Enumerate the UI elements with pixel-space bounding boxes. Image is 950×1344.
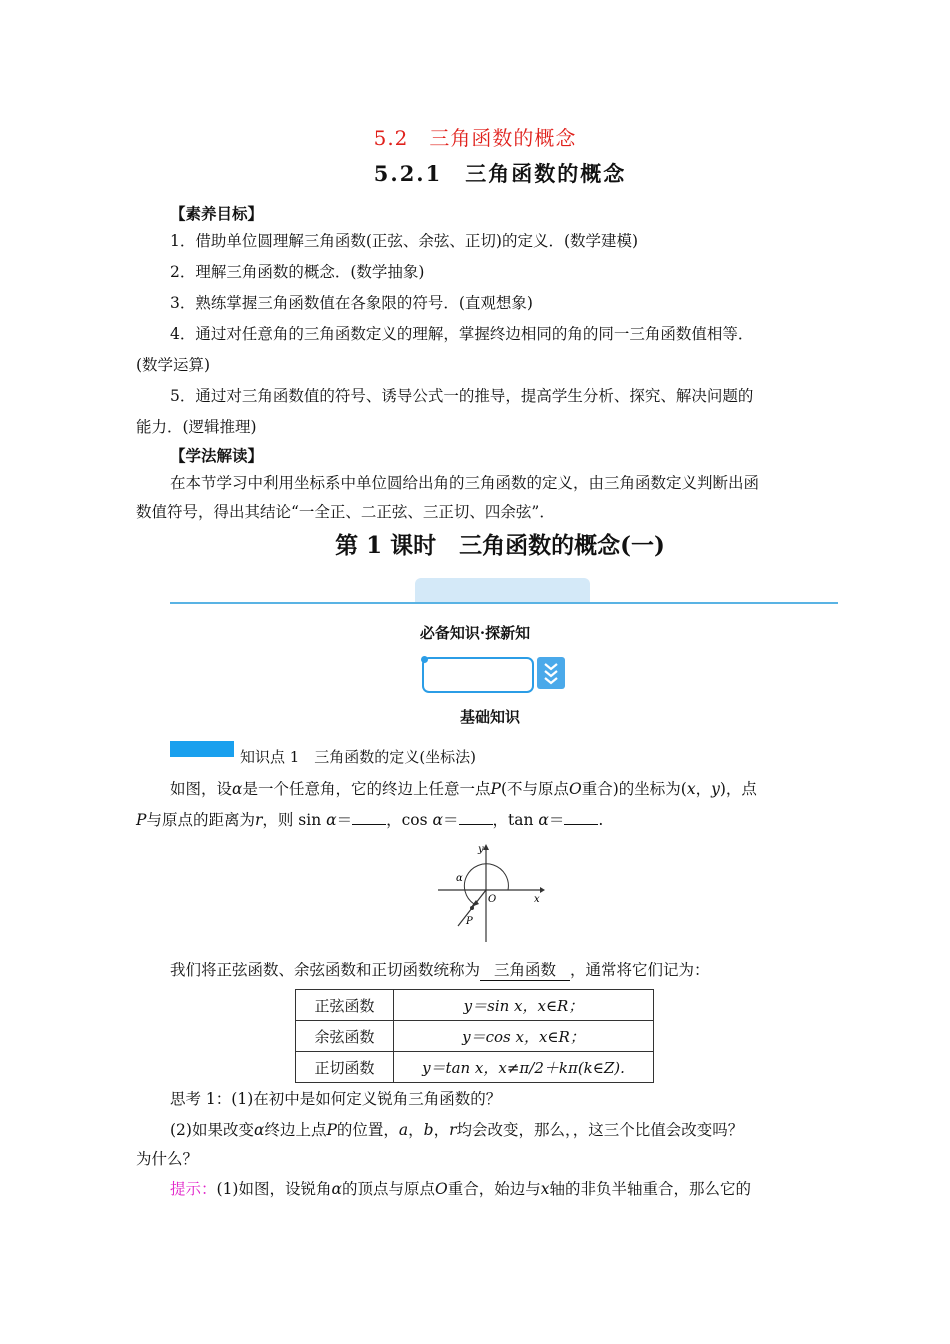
table-row — [296, 990, 654, 1021]
goal-item-4b: (数学运算) — [136, 356, 211, 374]
unify-line: 我们将正弦函数、余弦函数和正切函数统称为 三角函数 ，通常将它们记为： — [170, 958, 710, 981]
sin-blank — [352, 810, 386, 825]
y-label: y — [478, 844, 484, 855]
angle-diagram — [430, 838, 550, 948]
goal-item-1: 1．借助单位圆理解三角函数(正弦、余弦、正切)的定义．(数学建模) — [170, 232, 639, 250]
table-row — [296, 1021, 654, 1052]
method-heading: 【学法解读】 — [170, 446, 264, 465]
goal-item-5b: 能力．(逻辑推理) — [136, 418, 257, 436]
cos-blank — [459, 810, 493, 825]
goal-item-3: 3．熟练掌握三角函数值在各象限的符号．(直观想象) — [170, 294, 533, 312]
section-title: 5.2 三角函数的概念 — [373, 126, 577, 150]
basic-knowledge-label: 基础知识 — [459, 708, 520, 726]
lesson-title: 第 1 课时 三角函数的概念(一) — [335, 532, 665, 559]
definition-line-1: 如图，设α是一个任意角，它的终边上任意一点P(不与原点O重合)的坐标为(x，y)，点 — [170, 780, 757, 798]
goal-item-2: 2．理解三角函数的概念．(数学抽象) — [170, 263, 425, 281]
section-divider — [170, 602, 838, 604]
goal-item-4a: 4．通过对任意角的三角函数定义的理解，掌握终边相同的角的同一三角函数值相等． — [170, 325, 754, 343]
table-cell-name: 正切函数 — [296, 1052, 394, 1083]
method-line-2: 数值符号，得出其结论“一全正、二正弦、三正切、四余弦”． — [136, 503, 555, 521]
table-cell-formula: y＝tan x，x≠π/2＋kπ(k∈Z). — [394, 1052, 654, 1083]
section-frame — [422, 657, 534, 693]
alpha-label: α — [456, 873, 463, 884]
hint-label: 提示： — [170, 1180, 217, 1198]
section-label: 必备知识·探新知 — [419, 624, 531, 642]
x-axis-arrow — [540, 887, 545, 893]
chevron-down-icon — [537, 657, 565, 689]
tan-blank — [564, 810, 598, 825]
section-tab — [415, 578, 590, 603]
x-label: x — [534, 894, 540, 905]
goal-item-5a: 5．通过对三角函数值的符号、诱导公式一的推导，提高学生分析、探究、解决问题的 — [170, 387, 754, 405]
table-cell-name: 正弦函数 — [296, 990, 394, 1021]
method-line-1: 在本节学习中利用坐标系中单位圆给出角的三角函数的定义，由三角函数定义判断出函 — [170, 474, 760, 492]
y-axis-arrow — [483, 844, 489, 850]
think-line-2: (2)如果改变α终边上点P的位置，a，b，r均会改变，那么，，这三个比值会改变吗？ — [170, 1121, 744, 1139]
table-cell-formula: y＝cos x，x∈R； — [394, 1021, 654, 1052]
point-p — [470, 906, 474, 910]
think-line-1: 思考 1：(1)在初中是如何定义锐角三角函数的？ — [170, 1090, 502, 1108]
table-row — [296, 1052, 654, 1083]
hint-line: 提示：(1)如图，设锐角α的顶点与原点O重合，始边与x轴的非负半轴重合，那么它的 — [170, 1180, 751, 1198]
goals-heading: 【素养目标】 — [170, 204, 264, 223]
table-cell-name: 余弦函数 — [296, 1021, 394, 1052]
p-label: P — [466, 916, 473, 927]
definition-line-2: P与原点的距离为r，则 sin α＝ ，cos α＝ ，tan α＝ . — [136, 811, 604, 829]
think-line-3: 为什么？ — [136, 1150, 199, 1168]
table-cell-formula: y＝sin x，x∈R； — [394, 990, 654, 1021]
answer-blank: 三角函数 — [480, 958, 570, 981]
frame-dot — [421, 656, 428, 663]
origin-label: O — [488, 894, 497, 905]
function-table — [295, 989, 654, 1083]
knowledge-point-marker — [170, 741, 234, 757]
subsection-title: 5.2.1 三角函数的概念 — [373, 161, 627, 186]
knowledge-point-label: 知识点 1 三角函数的定义(坐标法) — [240, 748, 477, 766]
